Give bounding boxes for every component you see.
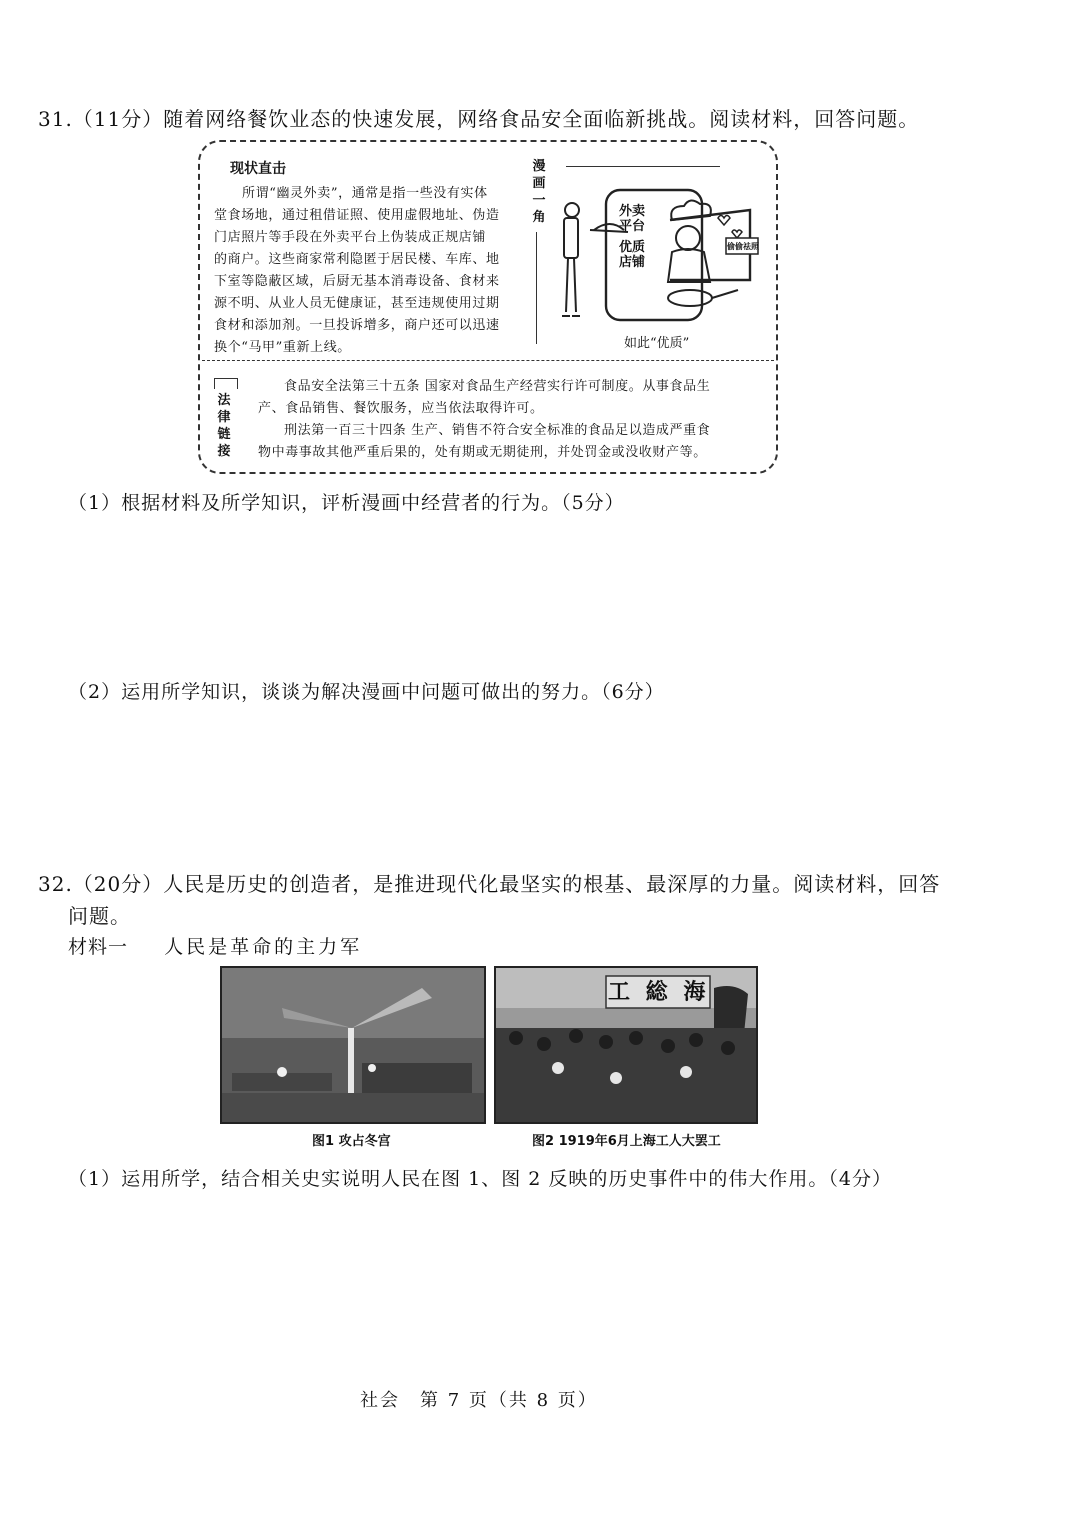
material-label: 材料一 — [68, 936, 129, 958]
question-31-sub-1: （1）根据材料及所学知识，评析漫画中经营者的行为。（5分） — [68, 492, 625, 514]
comic-illustration — [550, 180, 760, 330]
question-32-stem-line-1: 32.（20分）人民是历史的创造者，是推进现代化最坚实的根基、最深厚的力量。阅读材料，回答 — [38, 872, 941, 896]
law-line: 食品安全法第三十五条 国家对食品生产经营实行许可制度。从事食品生 — [284, 379, 711, 394]
comic-top-line — [566, 166, 720, 167]
comic-label: 漫 画 一 角 — [532, 159, 546, 225]
status-line: 下室等隐蔽区域，后厨无基本消毒设备、食材来 — [214, 274, 500, 289]
status-line: 门店照片等手段在外卖平台上伪装成正规店铺 — [214, 230, 487, 245]
law-line: 物中毒事故其他严重后果的，处有期或无期徒刑，并处罚金或没收财产等。 — [258, 445, 707, 460]
law-label: 法 律 链 接 — [217, 393, 231, 459]
material-divider — [202, 360, 774, 361]
material-title: 人民是革命的主力军 — [164, 936, 363, 958]
figure-1-storming-winter-palace — [220, 966, 486, 1124]
status-line: 源不明、从业人员无健康证，甚至违规使用过期 — [214, 296, 500, 311]
status-line: 堂食场地，通过租借证照、使用虚假地址、伪造 — [214, 208, 500, 223]
law-line: 产、食品销售、餐饮服务，应当依法取得许可。 — [258, 401, 544, 416]
status-section-title: 现状直击 — [230, 161, 286, 177]
status-paragraph — [214, 183, 524, 359]
status-line: 的商户。这些商家常利隐匿于居民楼、车库、地 — [214, 252, 500, 267]
question-31-stem: 31.（11分）随着网络餐饮业态的快速发展，网络食品安全面临新挑战。阅读材料，回答问题。 — [38, 107, 920, 131]
law-paragraph — [258, 376, 758, 464]
comic-banner-text: 偷偷祛照 — [727, 241, 759, 251]
law-link-icon — [214, 378, 238, 389]
question-31-sub-2: （2）运用所学知识，谈谈为解决漫画中问题可做出的努力。（6分） — [68, 681, 665, 703]
status-line: 换个“马甲”重新上线。 — [214, 340, 351, 355]
figure-2-caption: 图2 1919年6月上海工人大罢工 — [532, 1134, 721, 1149]
page-footer: 社会 第 7 页（共 8 页） — [360, 1390, 598, 1411]
comic-sign-text: 外卖 平台 优质 店铺 — [618, 204, 646, 270]
comic-caption: 如此“优质” — [624, 336, 690, 351]
status-line: 食材和添加剂。一旦投诉增多，商户还可以迅速 — [214, 318, 500, 333]
figure-2-banner-text: 工 総 海 — [608, 979, 710, 1005]
comic-separator — [536, 232, 537, 344]
figure-1-caption: 图1 攻占冬宫 — [312, 1134, 391, 1149]
heart-doodles — [718, 216, 742, 239]
question-32-sub-1: （1）运用所学，结合相关史实说明人民在图 1、图 2 反映的历史事件中的伟大作用。（4分） — [68, 1168, 892, 1190]
question-32-stem-line-2: 问题。 — [68, 904, 131, 928]
status-line: 所谓“幽灵外卖”，通常是指一些没有实体 — [242, 186, 488, 201]
customer-figure — [562, 203, 580, 316]
material-heading — [68, 932, 362, 959]
law-line: 刑法第一百三十四条 生产、销售不符合安全标准的食品足以造成严重食 — [284, 423, 711, 438]
